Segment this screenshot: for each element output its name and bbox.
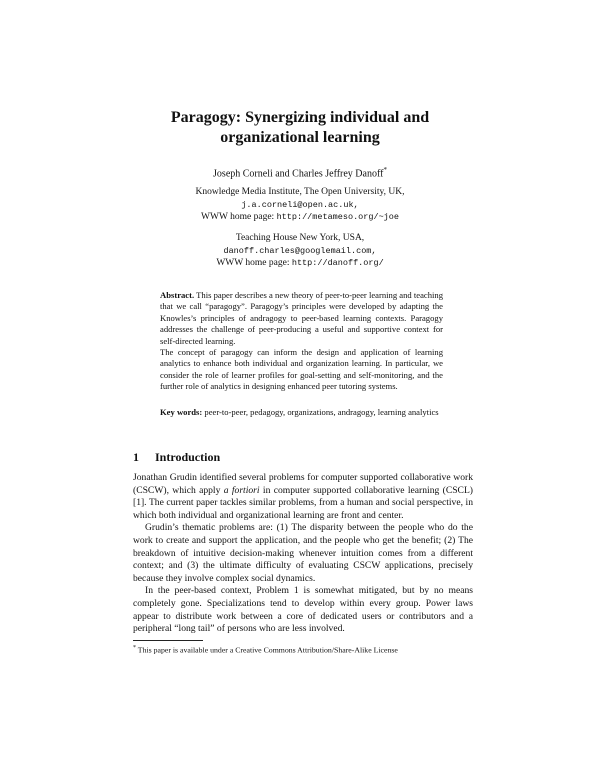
body-paragraph-1 — [133, 472, 473, 522]
body-paragraph-2: Grudin’s thematic problems are: (1) The disparity between the people who do the work to create and support the application, and the people who get the benefit; (2) The breakdown of intuitive decision-making whenever intuition comes from a different context; and (3) the ultimate difficulty of evaluating CSCW applications, precisely because they involve complex social dynamics. — [133, 522, 473, 584]
authors — [0, 164, 600, 180]
affiliation-2-home-url[interactable]: http://danoff.org/ — [291, 258, 384, 268]
section-title: Introduction — [155, 450, 221, 464]
keywords-label: Key words: — [160, 407, 203, 417]
affiliation-2-email[interactable]: danoff.charles@googlemail.com, — [223, 245, 377, 256]
footnote-rule — [133, 640, 203, 641]
keywords — [160, 407, 443, 418]
affiliation-1-institution: Knowledge Media Institute, The Open University, UK, — [195, 187, 405, 197]
footnote — [133, 643, 478, 656]
affiliation-1-home-label: WWW home page: — [201, 212, 277, 222]
affiliation-1-email[interactable]: j.a.corneli@open.ac.uk, — [241, 199, 359, 210]
body-paragraph-3: In the peer-based context, Problem 1 is somewhat mitigated, but by no means completely gone. Specializations tend to develop within every group. Power laws appear to distribute work between a core of dedicated users or contributors and a peripheral “long tail” of persons who are less involved. — [133, 585, 473, 635]
title-line-2: organizational learning — [220, 129, 380, 146]
paper-title — [0, 108, 600, 148]
abstract-paragraph-1 — [160, 290, 443, 347]
affiliation-2 — [0, 232, 600, 270]
abstract-label: Abstract. — [160, 290, 195, 300]
body-paragraph-1-end: in computer supported collaborative learning (CSCL) [1]. The current paper tackles similar problems, from a human and social perspective, in which both individual and organizational learning are front and center. — [133, 484, 474, 521]
section-number: 1 — [133, 450, 139, 464]
abstract — [160, 290, 443, 393]
footnote-mark: * — [133, 645, 136, 651]
body-paragraph-1-start: Jonathan Grudin identified several problems for computer supported collaborative work (CSCW), which apply — [133, 472, 473, 496]
affiliation-2-home-label: WWW home page: — [216, 258, 292, 268]
author-names: Joseph Corneli and Charles Jeffrey Danoff — [213, 168, 384, 180]
abstract-text-1: This paper describes a new theory of peer-to-peer learning and teaching that we call “paragogy”. Paragogy’s principles were developed by adapting the Knowles’s principles of andragogy to peer-based learning contexts. Paragogy addresses the challenge of peer-producing a useful and supportive context for self-directed learning. — [160, 290, 443, 346]
affiliation-1 — [0, 186, 600, 224]
affiliation-2-homepage — [0, 257, 600, 270]
section-heading — [133, 450, 220, 465]
affiliation-1-homepage — [0, 211, 600, 224]
footnote-text: This paper is available under a Creative Commons Attribution/Share-Alike License — [136, 645, 398, 655]
affiliation-2-institution: Teaching House New York, USA, — [235, 233, 365, 243]
affiliation-1-home-url[interactable]: http://metameso.org/~joe — [276, 212, 399, 222]
title-line-1: Paragogy: Synergizing individual and — [170, 109, 430, 126]
keywords-text: peer-to-peer, pedagogy, organizations, andragogy, learning analytics — [204, 407, 439, 417]
author-footnote-mark: * — [383, 166, 387, 174]
section-body — [133, 472, 473, 636]
body-paragraph-1-italic: a fortiori — [223, 484, 260, 496]
abstract-paragraph-2: The concept of paragogy can inform the design and application of learning analytics to enhance both individual and organization learning. In particular, we consider the role of learner profiles for goal-setting and self-monitoring, and the further role of analytics in designing enhanced peer tutoring systems. — [160, 347, 443, 392]
